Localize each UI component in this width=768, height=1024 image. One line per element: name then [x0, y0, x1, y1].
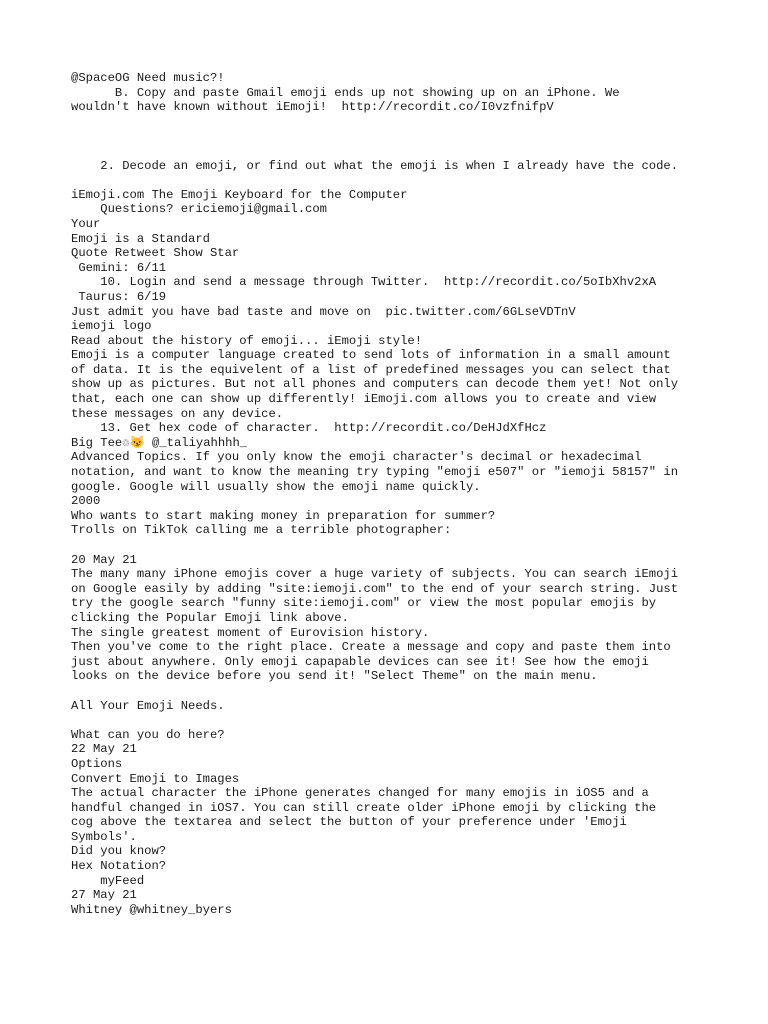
text-line: on Google easily by adding "site:iemoji.com" to the end of your search string. Just — [71, 581, 679, 596]
text-line: google. Google will usually show the emoji name quickly. — [71, 479, 481, 494]
text-line: Who wants to start making money in preparation for summer? — [71, 508, 496, 523]
text-line: Did you know? — [71, 844, 167, 859]
text-line: All Your Emoji Needs. — [71, 698, 225, 713]
text-line: wouldn't have known without iEmoji! http://recordit.co/I0vzfnifpV — [71, 100, 554, 115]
text-line: What can you do here? — [71, 727, 225, 742]
text-line: try the google search "funny site:iemoji.com" or view the most popular emojis by — [71, 596, 657, 611]
text-line: Advanced Topics. If you only know the emoji character's decimal or hexadecimal — [71, 450, 642, 465]
text-line: iEmoji.com The Emoji Keyboard for the Computer — [71, 187, 408, 202]
text-line: Then you've come to the right place. Create a message and copy and paste them into — [71, 640, 671, 655]
text-line: The actual character the iPhone generates changed for many emojis in iOS5 and a — [71, 786, 649, 801]
text-line: that, each one can show up differently! iEmoji.com allows you to create and view — [71, 392, 657, 407]
text-line: Taurus: 6/19 — [71, 289, 167, 304]
text-line: Convert Emoji to Images — [71, 771, 240, 786]
text-line: show up as pictures. But not all phones and computers can decode them yet! Not only — [71, 377, 679, 392]
text-line: just about anywhere. Only emoji capapable devices can see it! See how the emoji — [71, 654, 649, 669]
text-line: Hex Notation? — [71, 859, 167, 874]
text-line: The single greatest moment of Eurovision history. — [71, 625, 430, 640]
text-line: looks on the device before you send it! "Select Theme" on the main menu. — [71, 669, 598, 684]
text-line: Whitney @whitney_byers — [71, 902, 232, 917]
text-line: Emoji is a Standard — [71, 231, 210, 246]
text-line: clicking the Popular Emoji link above. — [71, 610, 349, 625]
blank-line — [71, 713, 711, 728]
text-line: notation, and want to know the meaning try typing "emoji e507" or "iemoji 58157" in — [71, 465, 679, 480]
blank-line — [71, 538, 711, 553]
text-line: Your — [71, 216, 101, 231]
text-line: cog above the textarea and select the button of your preference under 'Emoji — [71, 815, 627, 830]
text-line: 10. Login and send a message through Twitter. http://recordit.co/5oIbXhv2xA — [71, 275, 657, 290]
text-line: The many many iPhone emojis cover a huge variety of subjects. You can search iEmoji — [71, 567, 679, 582]
text-line: 2000 — [71, 494, 101, 509]
text-line: Options — [71, 756, 123, 771]
text-line: 27 May 21 — [71, 888, 137, 903]
blank-line — [71, 144, 711, 159]
text-line: of data. It is the equivelent of a list of predefined messages you can select that — [71, 362, 671, 377]
text-line: B. Copy and paste Gmail emoji ends up not showing up on an iPhone. We — [71, 85, 620, 100]
text-line: Big Tee♲😼 @_taliyahhhh_ — [71, 435, 248, 450]
text-line: 22 May 21 — [71, 742, 137, 757]
text-line: iemoji logo — [71, 319, 152, 334]
text-line: Emoji is a computer language created to send lots of information in a small amount — [71, 348, 671, 363]
text-line: 20 May 21 — [71, 552, 137, 567]
text-line: Quote Retweet Show Star — [71, 246, 240, 261]
text-line: Gemini: 6/11 — [71, 260, 167, 275]
document-body — [71, 71, 711, 917]
blank-line — [71, 129, 711, 144]
text-line: Symbols'. — [71, 829, 137, 844]
text-line: @SpaceOG Need music?! — [71, 71, 225, 85]
text-line: Read about the history of emoji... iEmoji style! — [71, 333, 423, 348]
blank-line — [71, 173, 711, 188]
text-line: Questions? ericiemoji@gmail.com — [71, 202, 327, 217]
text-line: 2. Decode an emoji, or find out what the emoji is when I already have the code. — [71, 158, 679, 173]
text-line: myFeed — [71, 873, 145, 888]
text-line: handful changed in iOS7. You can still create older iPhone emoji by clicking the — [71, 800, 657, 815]
text-line: 13. Get hex code of character. http://recordit.co/DeHJdXfHcz — [71, 421, 547, 436]
blank-line — [71, 684, 711, 699]
text-line: these messages on any device. — [71, 406, 284, 421]
blank-line — [71, 115, 711, 130]
text-line: Trolls on TikTok calling me a terrible photographer: — [71, 523, 452, 538]
text-line: Just admit you have bad taste and move on pic.twitter.com/6GLseVDTnV — [71, 304, 576, 319]
